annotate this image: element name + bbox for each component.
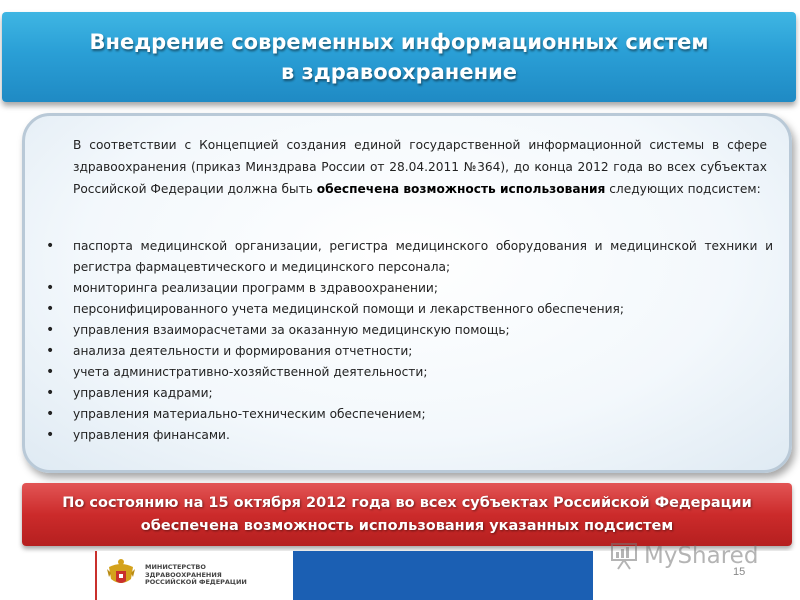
- content-panel: [22, 113, 792, 473]
- ministry-logo-block: [95, 551, 293, 600]
- list-item: • персонифицированного учета медицинской помощи и лекарственного обеспечения;: [73, 299, 773, 320]
- watermark-text: MyShared: [644, 543, 759, 569]
- intro-tail-text: следующих подсистем:: [605, 182, 761, 196]
- slide-title-line-1: Внедрение современных информационных систем: [89, 30, 709, 54]
- ministry-line-2: ЗДРАВООХРАНЕНИЯ: [145, 570, 222, 579]
- presentation-screen-icon: [610, 541, 638, 571]
- slide-title-line-2: в здравоохранение: [280, 60, 518, 84]
- list-item: • анализа деятельности и формирования отчетности;: [73, 341, 773, 362]
- list-item: • управления кадрами;: [73, 383, 773, 404]
- footer-blue-band: [293, 551, 593, 600]
- intro-paragraph: [73, 134, 767, 200]
- list-item: • управления материально-техническим обеспечением;: [73, 404, 773, 425]
- banner-line-1: По состоянию на 15 октября 2012 года во всех субъектах Российской Федерации: [62, 494, 752, 511]
- ministry-line-3: РОССИЙСКОЙ ФЕДЕРАЦИИ: [145, 578, 247, 586]
- slide-title-bar: [2, 12, 796, 102]
- ministry-line-1: МИНИСТЕРСТВО: [145, 563, 206, 571]
- list-item: • управления финансами.: [73, 425, 773, 446]
- ministry-name: [145, 564, 247, 587]
- banner-line-2: обеспечена возможность использования указанных подсистем: [140, 517, 674, 534]
- double-headed-eagle-emblem-icon: [105, 557, 137, 593]
- intro-text: В соответствии с Концепцией создания единой государственной информационной системы в сфере здравоохранения (приказ Минздрава России от 28.04.2011 №364), до конца 2012 года во всех субъектах Российской Федерации должна быть: [73, 138, 767, 196]
- subsystem-list: [73, 236, 773, 446]
- list-item: • паспорта медицинской организации, регистра медицинского оборудования и медицинской техники и регистра фармацевтического и медицинского персонала;: [73, 236, 773, 278]
- list-item: • учета административно-хозяйственной деятельности;: [73, 362, 773, 383]
- intro-bold-text: обеспечена возможность использования: [316, 182, 606, 196]
- list-item: • управления взаиморасчетами за оказанную медицинскую помощь;: [73, 320, 773, 341]
- watermark: [610, 536, 770, 576]
- list-item: • мониторинга реализации программ в здравоохранении;: [73, 278, 773, 299]
- page-number: 15: [733, 566, 746, 578]
